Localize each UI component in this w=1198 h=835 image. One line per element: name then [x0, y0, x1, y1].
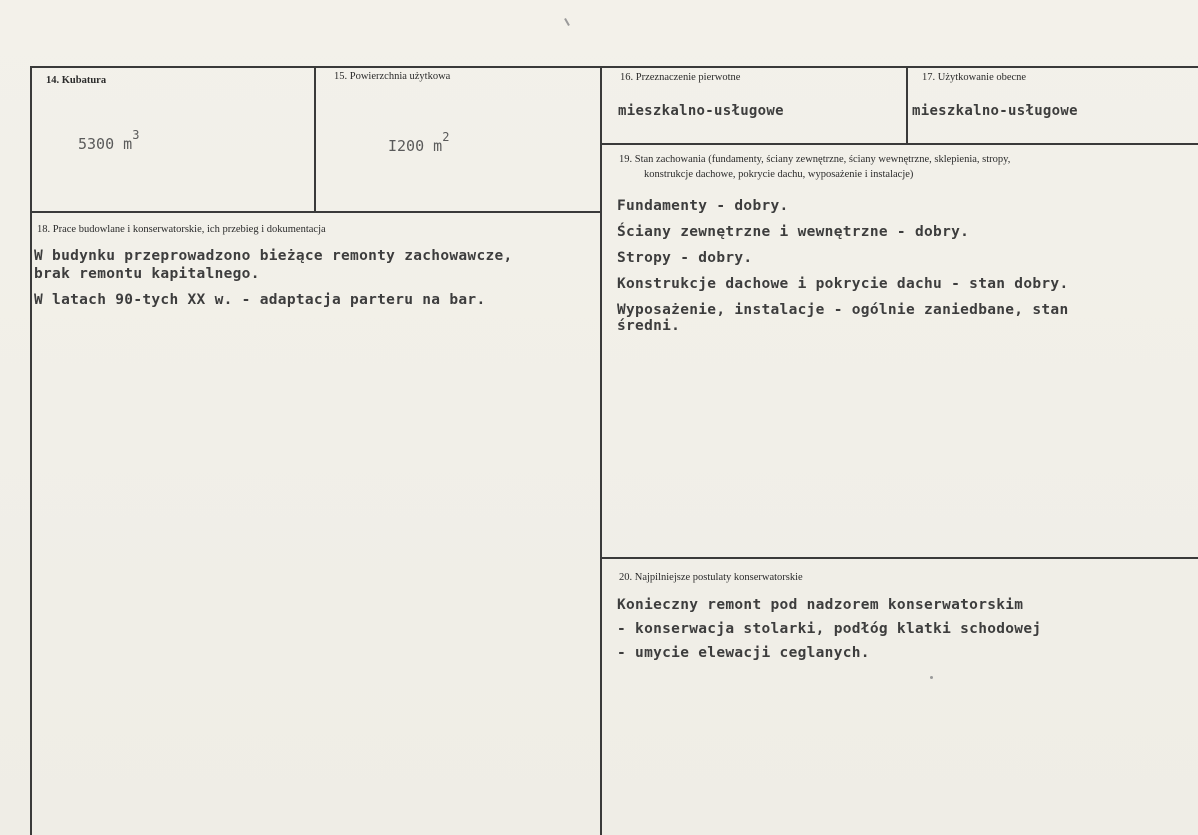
field-18-line-1: W budynku przeprowadzono bieżące remonty zachowawcze,	[34, 248, 513, 264]
field-19-text	[617, 196, 1069, 336]
field-18-text	[34, 246, 513, 310]
field-15-label: 15. Powierzchnia użytkowa	[334, 71, 451, 82]
field-18-label: 18. Prace budowlane i konserwatorskie, ich przebieg i dokumentacja	[37, 224, 326, 235]
divider-16-17	[906, 66, 908, 144]
top-rule	[30, 66, 1198, 68]
field-17-value: mieszkalno-usługowe	[912, 103, 1078, 119]
field-20-text	[617, 595, 1041, 663]
field-20-label: 20. Najpilniejsze postulaty konserwatorskie	[619, 572, 803, 583]
field-16-label: 16. Przeznaczenie pierwotne	[620, 72, 741, 83]
field-19-label-line-2: konstrukcje dachowe, pokrycie dachu, wyposażenie i instalacje)	[644, 169, 914, 180]
field-20-line-2: - konserwacja stolarki, podłóg klatki schodowej	[617, 621, 1042, 637]
field-19-line-1: Fundamenty - dobry.	[617, 198, 789, 214]
field-15-exponent: 2	[442, 130, 450, 144]
field-18-line-3: W latach 90-tych XX w. - adaptacja parteru na bar.	[34, 292, 486, 308]
divider-14-15	[314, 66, 316, 211]
rule-below-19	[600, 557, 1198, 559]
field-15-number: I200 m	[388, 137, 443, 155]
field-19-line-2: Ściany zewnętrzne i wewnętrzne - dobry.	[617, 224, 970, 240]
field-16-value: mieszkalno-usługowe	[618, 103, 784, 119]
field-18-line-2: brak remontu kapitalnego.	[34, 266, 260, 282]
frame-left	[30, 66, 32, 835]
field-14-value	[78, 128, 140, 153]
field-20-line-3: - umycie elewacji ceglanych.	[617, 645, 870, 661]
field-14-exponent: 3	[132, 128, 140, 142]
field-19-line-5: Wyposażenie, instalacje - ogólnie zaniedbane, stan	[617, 302, 1069, 318]
center-divider	[600, 66, 602, 835]
field-14-number: 5300 m	[78, 135, 133, 153]
field-19-line-3: Stropy - dobry.	[617, 250, 753, 266]
field-19-line-4: Konstrukcje dachowe i pokrycie dachu - stan dobry.	[617, 276, 1069, 292]
field-14-label: 14. Kubatura	[46, 75, 107, 86]
rule-below-14-15	[30, 211, 601, 213]
field-15-value	[388, 130, 450, 155]
field-19-line-6: średni.	[617, 318, 681, 334]
paper-speck-bottom	[930, 676, 933, 679]
field-19-label-line-1: 19. Stan zachowania (fundamenty, ściany zewnętrzne, ściany wewnętrzne, sklepienia, stropy,	[619, 154, 1011, 165]
paper-speck-top	[564, 18, 570, 26]
field-20-line-1: Konieczny remont pod nadzorem konserwatorskim	[617, 597, 1024, 613]
rule-below-16-17	[600, 143, 1198, 145]
field-17-label: 17. Użytkowanie obecne	[922, 72, 1027, 83]
